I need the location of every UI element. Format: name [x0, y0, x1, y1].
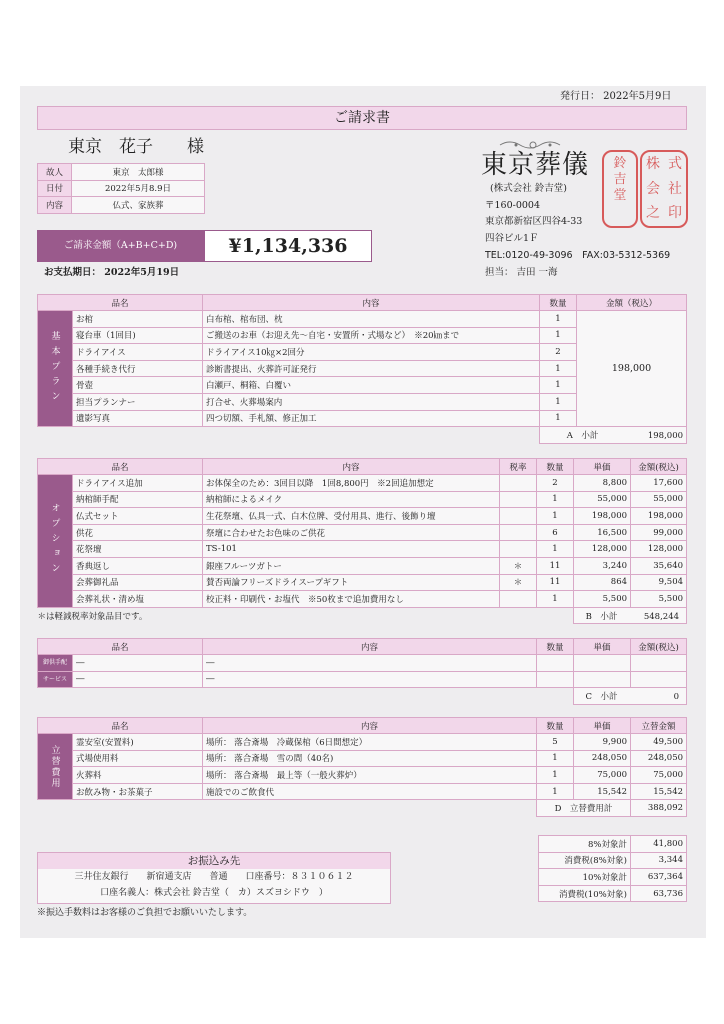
company-postal: 〒160-0004 [485, 200, 541, 211]
table-cell: 内容 [203, 718, 537, 734]
table-cell [500, 508, 537, 525]
table-cell: 校正料・印刷代・お塩代 ※50枚まで追加費用なし [203, 591, 500, 608]
table-cell: 198,000 [631, 508, 687, 525]
table-cell: 3,344 [631, 852, 687, 869]
customer-name: 東京 花子 様 [68, 137, 204, 157]
table-cell: 内容 [203, 459, 500, 475]
table-row [38, 557, 687, 574]
options-side-label: オプション [38, 475, 73, 608]
table-cell: ― [203, 671, 537, 688]
info-row [38, 197, 205, 214]
table-cell: 1 [537, 591, 574, 608]
table-cell: 128,000 [574, 541, 631, 558]
subtotal-label: D 立替費用計 [537, 800, 631, 817]
table-cell: 品名 [38, 639, 203, 655]
table-cell: 2 [537, 475, 574, 492]
table-cell: 消費税(8%対象) [539, 852, 631, 869]
table-cell: 35,640 [631, 557, 687, 574]
plan-side-label: 基本プラン [38, 311, 73, 427]
table-cell: 637,364 [631, 869, 687, 886]
header-amount: 金額（税込） [577, 295, 687, 311]
issue-date: 発行日： 2022年5月9日 [560, 91, 672, 102]
amount-value: ¥1,134,336 [204, 230, 372, 262]
table-cell: ― [73, 655, 203, 672]
services-table [37, 638, 687, 705]
table-cell: 1 [537, 491, 574, 508]
table-cell: 会葬礼状・清め塩 [73, 591, 203, 608]
table-cell: 2 [540, 344, 577, 361]
table-row [38, 311, 687, 328]
footer-note: ※振込手数料はお客様のご負担でお願いいたします。 [37, 908, 253, 918]
advance-payments-table [37, 717, 687, 817]
table-cell: 品名 [38, 718, 203, 734]
table-cell [38, 427, 540, 444]
table-cell: 8%対象計 [539, 836, 631, 853]
info-label: 日付 [38, 180, 72, 197]
table-cell: 99,000 [631, 524, 687, 541]
tax-row [539, 852, 687, 869]
subtotal-row [38, 688, 687, 705]
table-cell: 診断書提出、火葬許可証発行 [203, 360, 540, 377]
table-cell: 税率 [500, 459, 537, 475]
table-row [38, 524, 687, 541]
table-cell: ― [203, 655, 537, 672]
table-cell [574, 655, 631, 672]
table-cell: 1 [540, 360, 577, 377]
subtotal-label: B 小計 [585, 611, 618, 622]
table-cell: 1 [540, 311, 577, 328]
table-cell [574, 688, 687, 705]
table-cell: 納棺師によるメイク [203, 491, 500, 508]
table-cell: 消費税(10%対象) [539, 885, 631, 902]
amount-label: ご請求金額（A+B+C+D) [37, 230, 204, 262]
bank-holder: 口座名義人：株式会社 鈴吉堂（ カ）スズヨシドウ ） [100, 888, 328, 898]
company-phone: TEL:0120-49-3096 FAX:03-5312-5369 [485, 250, 671, 261]
subtotal-row [38, 800, 687, 817]
services-side-label-2: サービス [38, 671, 73, 688]
table-cell: 63,736 [631, 885, 687, 902]
table-cell: 打合せ、火葬場案内 [203, 393, 540, 410]
subtotal-label: C 小計 [585, 691, 618, 702]
table-cell: お棺 [73, 311, 203, 328]
table-cell: 1 [537, 508, 574, 525]
table-cell [38, 800, 537, 817]
table-cell: 55,000 [574, 491, 631, 508]
table-cell: 5,500 [631, 591, 687, 608]
table-cell: 248,050 [631, 750, 687, 767]
table-cell: 立替金額 [631, 718, 687, 734]
table-cell: 施設でのご飲食代 [203, 783, 537, 800]
table-cell [631, 671, 687, 688]
table-cell: 場所： 落合斎場 冷蔵保棺（6日間想定） [203, 734, 537, 751]
table-row [38, 734, 687, 751]
header-qty: 数量 [540, 295, 577, 311]
table-cell: ドライアイス [73, 344, 203, 361]
table-cell: 各種手続き代行 [73, 360, 203, 377]
table-row [38, 783, 687, 800]
table-cell [537, 671, 574, 688]
table-cell: 8,800 [574, 475, 631, 492]
table-cell: ＊ [500, 557, 537, 574]
table-cell: 1 [537, 783, 574, 800]
tax-row [539, 836, 687, 853]
info-value: 東京 太郎様 [72, 164, 205, 181]
table-cell: 198,000 [574, 508, 631, 525]
table-cell: 担当プランナー [73, 393, 203, 410]
table-cell: 四つ切額、手札額、修正加工 [203, 410, 540, 427]
services-side-label-1: 御供手配 [38, 655, 73, 672]
table-row [38, 541, 687, 558]
company-logo-text: 東京葬儀 [481, 150, 590, 180]
table-cell: 55,000 [631, 491, 687, 508]
table-cell: 式場使用料 [73, 750, 203, 767]
table-cell: 1 [540, 327, 577, 344]
table-cell: 白瀬戸、桐箱、白覆い [203, 377, 540, 394]
company-building: 四谷ビル1Ｆ [485, 233, 539, 244]
table-row [38, 574, 687, 591]
table-cell: 1 [540, 377, 577, 394]
company-person: 担当： 吉田 一海 [485, 267, 558, 278]
basic-plan-table [37, 294, 687, 444]
table-header [38, 718, 687, 734]
subtotal-row [38, 427, 687, 444]
table-cell: 花祭壇 [73, 541, 203, 558]
table-row [38, 591, 687, 608]
table-cell: 数量 [537, 718, 574, 734]
subtotal-value: 388,092 [631, 800, 687, 817]
info-label: 内容 [38, 197, 72, 214]
table-cell [540, 427, 687, 444]
tax-note: ＊は軽減税率対象品目です。 [37, 611, 148, 622]
table-cell: 10%対象計 [539, 869, 631, 886]
table-cell: ＊ [500, 574, 537, 591]
table-cell: お体保全のため：3回目以降 1回8,800円 ※2回追加想定 [203, 475, 500, 492]
table-cell: 1 [537, 750, 574, 767]
table-cell: 賛否両論フリーズドライスープギフト [203, 574, 500, 591]
table-cell: 祭壇に合わせたお色味のご供花 [203, 524, 500, 541]
table-cell: 数量 [537, 639, 574, 655]
table-cell: 納棺師手配 [73, 491, 203, 508]
bank-title: お振込み先 [37, 852, 391, 870]
table-row [38, 655, 687, 672]
bank-account: 三井住友銀行 新宿通支店 普通 口座番号：８３１０６１２ [74, 872, 354, 882]
table-cell: 白布棺、棺布団、枕 [203, 311, 540, 328]
subtotal-value: 198,000 [647, 430, 684, 441]
table-cell: 9,504 [631, 574, 687, 591]
table-cell: 霊安室(安置料) [73, 734, 203, 751]
table-cell: 場所： 落合斎場 最上等（一般火葬炉） [203, 767, 537, 784]
company-name: (株式会社 鈴吉堂) [490, 183, 567, 194]
table-row [38, 475, 687, 492]
subtotal-label: A 小計 [566, 430, 599, 441]
subtotal-row [38, 607, 687, 624]
ornament-icon [498, 136, 568, 148]
table-cell: 品名 [38, 459, 203, 475]
table-cell [574, 607, 687, 624]
table-cell: 75,000 [631, 767, 687, 784]
table-cell: 17,600 [631, 475, 687, 492]
table-cell: 会葬御礼品 [73, 574, 203, 591]
advance-side-label: 立替費用 [38, 734, 73, 800]
table-cell: TS-101 [203, 541, 500, 558]
options-table [37, 458, 687, 624]
due-date: お支払期日： 2022年5月19日 [44, 267, 180, 278]
table-cell: 銀座フルーツガトー [203, 557, 500, 574]
table-cell: お飲み物・お茶菓子 [73, 783, 203, 800]
table-cell [574, 671, 631, 688]
table-cell: 3,240 [574, 557, 631, 574]
tax-summary-table [538, 835, 687, 902]
table-cell [631, 655, 687, 672]
table-cell: 金額(税込) [631, 459, 687, 475]
table-cell: 単価 [574, 718, 631, 734]
header-content: 内容 [203, 295, 540, 311]
table-cell: 生花祭壇、仏具一式、白木位牌、受付用具、進行、後飾り壇 [203, 508, 500, 525]
table-cell: 供花 [73, 524, 203, 541]
table-header [38, 295, 687, 311]
plan-amount: 198,000 [577, 311, 687, 427]
table-row [38, 491, 687, 508]
table-cell: 11 [537, 574, 574, 591]
deceased-info-table [37, 163, 205, 214]
table-row [38, 767, 687, 784]
table-row [38, 671, 687, 688]
table-cell: 骨壺 [73, 377, 203, 394]
table-cell: ドライアイス10㎏×2回分 [203, 344, 540, 361]
bank-box [37, 869, 391, 904]
table-cell: 49,500 [631, 734, 687, 751]
table-cell: ― [73, 671, 203, 688]
table-row [38, 508, 687, 525]
table-cell [500, 491, 537, 508]
table-cell: 単価 [574, 639, 631, 655]
table-cell: 火葬料 [73, 767, 203, 784]
table-cell [500, 541, 537, 558]
table-cell: 1 [540, 410, 577, 427]
table-cell: 金額(税込) [631, 639, 687, 655]
info-row [38, 164, 205, 181]
table-cell: 16,500 [574, 524, 631, 541]
company-seal-small: 鈴 吉 堂 [602, 150, 638, 228]
company-seal-large: 株 式 会 社 之 印 [640, 150, 688, 228]
table-cell: 5,500 [574, 591, 631, 608]
table-cell: 香典返し [73, 557, 203, 574]
subtotal-value: 548,244 [643, 611, 680, 622]
table-cell: 41,800 [631, 836, 687, 853]
table-cell [38, 688, 574, 705]
table-cell [500, 475, 537, 492]
invoice-title: ご請求書 [37, 106, 687, 130]
table-cell: 遺影写真 [73, 410, 203, 427]
table-cell: 1 [537, 541, 574, 558]
table-cell: 11 [537, 557, 574, 574]
table-cell: 場所： 落合斎場 雪の間（40名) [203, 750, 537, 767]
table-cell: 248,050 [574, 750, 631, 767]
info-row [38, 180, 205, 197]
table-cell: ご搬送のお車（お迎え先～自宅・安置所・式場など） ※20㎞まで [203, 327, 540, 344]
table-header [38, 639, 687, 655]
table-cell: ドライアイス追加 [73, 475, 203, 492]
table-cell: 仏式セット [73, 508, 203, 525]
table-row [38, 750, 687, 767]
table-cell: 5 [537, 734, 574, 751]
info-value: 仏式、家族葬 [72, 197, 205, 214]
info-value: 2022年5月8.9日 [72, 180, 205, 197]
table-cell: 6 [537, 524, 574, 541]
table-cell: 864 [574, 574, 631, 591]
table-cell [500, 524, 537, 541]
table-cell [500, 591, 537, 608]
table-cell [537, 655, 574, 672]
info-label: 故人 [38, 164, 72, 181]
table-cell: 内容 [203, 639, 537, 655]
table-cell: 128,000 [631, 541, 687, 558]
tax-row [539, 869, 687, 886]
header-item: 品名 [38, 295, 203, 311]
table-cell: 9,900 [574, 734, 631, 751]
table-header [38, 459, 687, 475]
table-cell: 単価 [574, 459, 631, 475]
table-cell: 15,542 [574, 783, 631, 800]
table-cell: 15,542 [631, 783, 687, 800]
table-cell: 75,000 [574, 767, 631, 784]
table-cell: 寝台車（1回目) [73, 327, 203, 344]
subtotal-value: 0 [673, 691, 680, 702]
table-cell: 1 [540, 393, 577, 410]
tax-row [539, 885, 687, 902]
table-cell: 数量 [537, 459, 574, 475]
company-address: 東京都新宿区四谷4-33 [485, 216, 583, 227]
table-cell: 1 [537, 767, 574, 784]
